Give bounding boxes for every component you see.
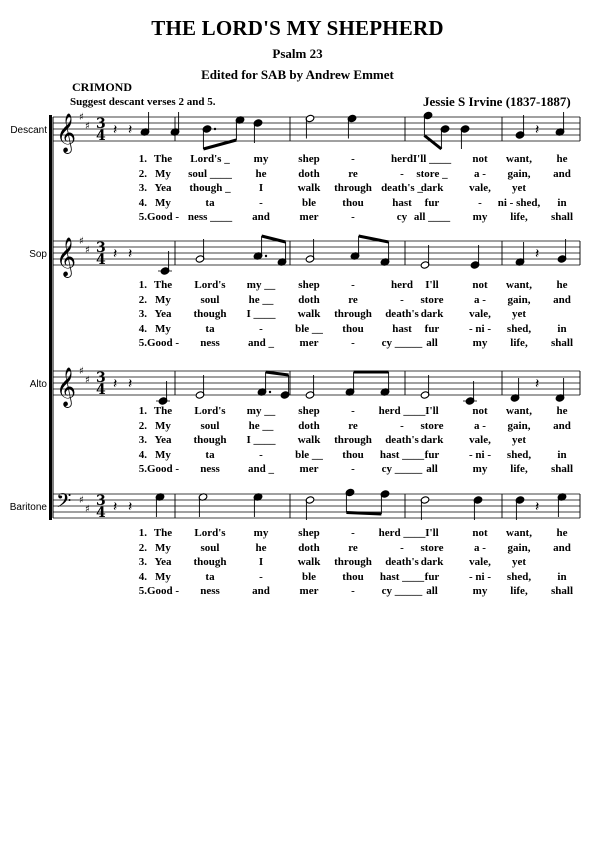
editor-credit: Edited for SAB by Andrew Emmet bbox=[201, 67, 394, 82]
verse-number: 1. bbox=[138, 153, 147, 165]
lyric-syllable: - bbox=[259, 322, 263, 335]
lyric-syllable: ness ____ bbox=[187, 211, 233, 223]
lyric-syllable: in bbox=[557, 322, 567, 335]
verse-number: 4. bbox=[138, 570, 147, 583]
lyric-syllable: want, bbox=[506, 527, 532, 539]
staff-label: Baritone bbox=[9, 502, 47, 513]
lyric-syllable: fur bbox=[424, 322, 440, 335]
lyric-syllable: Yea bbox=[154, 308, 172, 320]
sharp-icon: ♯ bbox=[79, 366, 84, 377]
lyric-syllable: not bbox=[472, 527, 488, 539]
lyric-syllable: store bbox=[420, 541, 444, 554]
verse-number: 4. bbox=[138, 322, 147, 335]
quarter-rest-icon: 𝄽 bbox=[113, 376, 118, 392]
lyric-syllable: vale, bbox=[469, 556, 491, 568]
lyric-syllable: a - bbox=[474, 541, 486, 554]
lyric-syllable: my bbox=[253, 153, 269, 165]
lyric-syllable: though bbox=[193, 308, 227, 320]
lyric-syllable: all bbox=[426, 585, 438, 597]
lyric-syllable: fur bbox=[424, 448, 440, 461]
verse-number: 4. bbox=[138, 448, 147, 461]
lyric-syllable: mer bbox=[299, 211, 319, 223]
lyric-syllable: ta bbox=[205, 448, 215, 461]
lyric-syllable: walk bbox=[297, 308, 321, 320]
quarter-rest-icon: 𝄽 bbox=[128, 499, 133, 515]
lyric-syllable: herd bbox=[391, 279, 413, 291]
lyric-syllable: I'll bbox=[425, 279, 439, 291]
lyric-syllable: - bbox=[478, 196, 482, 209]
lyric-syllable: I'll bbox=[425, 527, 439, 539]
quarter-rest-icon: 𝄽 bbox=[535, 376, 540, 392]
treble-clef-icon: 𝄞 bbox=[56, 237, 77, 277]
lyric-syllable: herd bbox=[391, 153, 413, 165]
verse-number: 5. bbox=[138, 337, 147, 349]
lyric-syllable: cy bbox=[396, 211, 408, 223]
time-sig-numerator: 3 bbox=[96, 493, 106, 509]
treble-clef-icon: 𝄞 bbox=[56, 367, 77, 407]
lyric-syllable: The bbox=[153, 153, 173, 165]
lyric-syllable: and bbox=[252, 585, 270, 597]
lyric-syllable: he __ bbox=[248, 419, 274, 432]
lyric-syllable: he bbox=[556, 527, 568, 539]
lyric-syllable: The bbox=[153, 279, 173, 291]
lyric-syllable: shall bbox=[550, 211, 573, 223]
lyric-syllable: My bbox=[155, 322, 171, 335]
staff-label: Sop bbox=[29, 249, 47, 260]
lyric-syllable: - ni - bbox=[469, 322, 491, 335]
lyric-syllable: want, bbox=[506, 405, 532, 417]
lyric-syllable: - bbox=[351, 279, 355, 291]
lyric-syllable: shall bbox=[550, 337, 573, 349]
quarter-rest-icon: 𝄽 bbox=[128, 122, 133, 138]
lyric-syllable: Lord's bbox=[194, 405, 226, 417]
lyric-syllable: death's _ bbox=[381, 182, 423, 194]
augmentation-dot bbox=[269, 391, 271, 393]
lyric-syllable: - bbox=[400, 419, 404, 432]
lyric-syllable: walk bbox=[297, 556, 321, 568]
lyric-syllable: doth bbox=[298, 541, 320, 554]
lyric-syllable: My bbox=[155, 541, 171, 554]
lyric-syllable: My bbox=[155, 419, 171, 432]
lyric-syllable: and _ bbox=[248, 337, 274, 349]
lyric-syllable: hast ____ bbox=[379, 448, 425, 461]
lyric-syllable: he bbox=[556, 153, 568, 165]
lyric-syllable: cy _____ bbox=[381, 337, 423, 349]
lyric-syllable: my bbox=[472, 463, 488, 475]
lyric-syllable: in bbox=[557, 570, 567, 583]
lyric-syllable: - bbox=[259, 570, 263, 583]
lyric-syllable: yet bbox=[511, 556, 527, 568]
lyric-syllable: gain, bbox=[507, 541, 531, 554]
lyric-syllable: mer bbox=[299, 585, 319, 597]
lyric-syllable: I ____ bbox=[246, 434, 276, 446]
lyric-syllable: My bbox=[155, 448, 171, 461]
tune-name: CRIMOND bbox=[72, 80, 132, 94]
sharp-icon: ♯ bbox=[79, 236, 84, 247]
lyric-syllable: - bbox=[400, 293, 404, 306]
lyric-syllable: - ni - bbox=[469, 448, 491, 461]
lyric-syllable: vale, bbox=[469, 434, 491, 446]
lyric-syllable: my bbox=[472, 211, 488, 223]
sharp-icon: ♯ bbox=[85, 245, 90, 256]
lyric-syllable: The bbox=[153, 527, 173, 539]
lyric-syllable: doth bbox=[298, 419, 320, 432]
lyric-syllable: vale, bbox=[469, 308, 491, 320]
lyric-syllable: though bbox=[193, 434, 227, 446]
lyric-syllable: vale, bbox=[469, 182, 491, 194]
lyric-syllable: - bbox=[400, 167, 404, 180]
lyric-syllable: herd ____ bbox=[378, 405, 426, 417]
lyric-syllable: through bbox=[334, 434, 372, 446]
lyric-syllable: ble __ bbox=[295, 448, 323, 461]
lyric-syllable: - bbox=[351, 337, 355, 349]
lyric-syllable: store _ bbox=[416, 167, 448, 180]
lyric-syllable: my bbox=[253, 527, 269, 539]
lyric-syllable: cy _____ bbox=[381, 463, 423, 475]
lyric-syllable: shall bbox=[550, 463, 573, 475]
lyric-syllable: Good - bbox=[146, 463, 180, 475]
lyric-syllable: a - bbox=[474, 167, 486, 180]
bass-clef-icon: 𝄢 bbox=[56, 489, 72, 517]
lyric-syllable: life, bbox=[510, 337, 528, 349]
lyric-syllable: shed, bbox=[506, 322, 532, 335]
lyric-syllable: he bbox=[255, 541, 267, 554]
lyric-syllable: Lord's bbox=[194, 279, 226, 291]
lyric-syllable: fur bbox=[424, 196, 440, 209]
lyric-syllable: Good - bbox=[146, 585, 180, 597]
composer-credit: Jessie S Irvine (1837-1887) bbox=[423, 94, 571, 109]
lyric-syllable: doth bbox=[298, 167, 320, 180]
lyric-syllable: - bbox=[351, 463, 355, 475]
quarter-rest-icon: 𝄽 bbox=[128, 376, 133, 392]
lyric-syllable: he bbox=[255, 167, 267, 180]
lyric-syllable: ta bbox=[205, 196, 215, 209]
lyric-syllable: ble bbox=[301, 196, 317, 209]
lyric-syllable: ble __ bbox=[295, 322, 323, 335]
lyric-syllable: and bbox=[553, 419, 571, 432]
lyric-syllable: not bbox=[472, 279, 488, 291]
lyric-syllable: through bbox=[334, 182, 372, 194]
lyric-syllable: re bbox=[348, 293, 358, 306]
system-bracket bbox=[49, 115, 52, 520]
verse-number: 3. bbox=[138, 308, 147, 320]
lyric-syllable: hast ____ bbox=[379, 570, 425, 583]
lyric-syllable: My bbox=[155, 196, 171, 209]
verse-number: 2. bbox=[138, 541, 147, 554]
quarter-rest-icon: 𝄽 bbox=[535, 246, 540, 262]
lyric-syllable: he bbox=[556, 405, 568, 417]
verse-number: 2. bbox=[138, 167, 147, 180]
lyric-syllable: and bbox=[252, 211, 270, 223]
beam bbox=[266, 372, 289, 375]
lyric-syllable: gain, bbox=[507, 167, 531, 180]
subtitle: Psalm 23 bbox=[272, 46, 323, 61]
verse-number: 4. bbox=[138, 196, 147, 209]
lyric-syllable: Yea bbox=[154, 434, 172, 446]
lyric-syllable: shep bbox=[298, 153, 320, 165]
lyric-syllable: soul ____ bbox=[188, 167, 232, 180]
sharp-icon: ♯ bbox=[79, 112, 84, 123]
lyric-syllable: thou bbox=[342, 448, 364, 461]
lyric-syllable: a - bbox=[474, 293, 486, 306]
lyric-syllable: ness bbox=[200, 337, 220, 349]
sharp-icon: ♯ bbox=[85, 504, 90, 515]
beam bbox=[424, 136, 441, 150]
lyric-syllable: mer bbox=[299, 463, 319, 475]
lyric-syllable: - bbox=[351, 527, 355, 539]
lyric-syllable: yet bbox=[511, 308, 527, 320]
time-sig-denominator: 4 bbox=[96, 382, 106, 398]
lyric-syllable: - ni - bbox=[469, 570, 491, 583]
time-sig-numerator: 3 bbox=[96, 240, 106, 256]
lyric-syllable: dark bbox=[420, 308, 444, 320]
lyric-syllable: yet bbox=[511, 434, 527, 446]
sharp-icon: ♯ bbox=[85, 121, 90, 132]
lyric-syllable: shall bbox=[550, 585, 573, 597]
lyric-syllable: soul bbox=[200, 419, 220, 432]
lyric-syllable: store bbox=[420, 419, 444, 432]
verse-number: 1. bbox=[138, 527, 147, 539]
verse-number: 1. bbox=[138, 279, 147, 291]
lyric-syllable: - bbox=[351, 585, 355, 597]
verse-number: 5. bbox=[138, 463, 147, 475]
lyric-syllable: and bbox=[553, 167, 571, 180]
lyric-syllable: in bbox=[557, 196, 567, 209]
verse-number: 3. bbox=[138, 434, 147, 446]
sharp-icon: ♯ bbox=[85, 375, 90, 386]
verse-number: 5. bbox=[138, 211, 147, 223]
lyric-syllable: my __ bbox=[246, 279, 276, 291]
lyric-syllable: Lord's _ bbox=[190, 153, 230, 165]
time-sig-numerator: 3 bbox=[96, 116, 106, 132]
lyric-syllable: Lord's bbox=[194, 527, 226, 539]
lyric-syllable: a - bbox=[474, 419, 486, 432]
lyric-syllable: re bbox=[348, 419, 358, 432]
lyric-syllable: dark bbox=[420, 182, 444, 194]
lyric-syllable: - bbox=[400, 541, 404, 554]
lyric-syllable: thou bbox=[342, 570, 364, 583]
lyric-syllable: The bbox=[153, 405, 173, 417]
lyric-syllable: all ____ bbox=[413, 211, 451, 223]
lyric-syllable: and bbox=[553, 293, 571, 306]
lyric-syllable: hast bbox=[392, 196, 412, 209]
lyric-syllable: though _ bbox=[189, 182, 231, 194]
lyric-syllable: ness bbox=[200, 585, 220, 597]
lyric-syllable: - bbox=[259, 196, 263, 209]
lyric-syllable: - bbox=[259, 448, 263, 461]
treble-clef-icon: 𝄞 bbox=[56, 113, 77, 153]
lyric-syllable: death's bbox=[385, 556, 419, 568]
lyric-syllable: want, bbox=[506, 153, 532, 165]
lyric-syllable: Yea bbox=[154, 182, 172, 194]
lyric-syllable: Yea bbox=[154, 556, 172, 568]
time-sig-numerator: 3 bbox=[96, 370, 106, 386]
lyric-syllable: I'll ____ bbox=[412, 153, 452, 165]
lyric-syllable: my bbox=[472, 337, 488, 349]
lyric-syllable: I'll bbox=[425, 405, 439, 417]
lyric-syllable: Good - bbox=[146, 337, 180, 349]
beam bbox=[203, 140, 236, 149]
lyric-syllable: walk bbox=[297, 434, 321, 446]
lyric-syllable: shed, bbox=[506, 448, 532, 461]
lyric-syllable: shep bbox=[298, 527, 320, 539]
lyric-syllable: gain, bbox=[507, 293, 531, 306]
lyric-syllable: store bbox=[420, 293, 444, 306]
lyric-syllable: ble bbox=[301, 570, 317, 583]
lyric-syllable: my bbox=[472, 585, 488, 597]
lyric-syllable: My bbox=[155, 167, 171, 180]
lyric-syllable: death's bbox=[385, 308, 419, 320]
lyric-syllable: all bbox=[426, 463, 438, 475]
lyric-syllable: fur bbox=[424, 570, 440, 583]
lyric-syllable: ni - shed, bbox=[497, 196, 541, 209]
quarter-rest-icon: 𝄽 bbox=[113, 246, 118, 262]
lyric-syllable: re bbox=[348, 541, 358, 554]
lyric-syllable: herd ____ bbox=[378, 527, 426, 539]
lyric-syllable: though bbox=[193, 556, 227, 568]
lyric-syllable: he __ bbox=[248, 293, 274, 306]
lyric-syllable: My bbox=[155, 293, 171, 306]
lyric-syllable: - bbox=[351, 211, 355, 223]
lyric-syllable: I ____ bbox=[246, 308, 276, 320]
lyric-syllable: life, bbox=[510, 585, 528, 597]
lyric-syllable: re bbox=[348, 167, 358, 180]
lyric-syllable: I bbox=[258, 182, 264, 194]
lyric-syllable: life, bbox=[510, 463, 528, 475]
lyric-syllable: shep bbox=[298, 279, 320, 291]
lyric-syllable: he bbox=[556, 279, 568, 291]
augmentation-dot bbox=[214, 128, 216, 130]
lyric-syllable: my __ bbox=[246, 405, 276, 417]
lyric-syllable: mer bbox=[299, 337, 319, 349]
lyric-syllable: and bbox=[553, 541, 571, 554]
lyric-syllable: not bbox=[472, 405, 488, 417]
verse-number: 1. bbox=[138, 405, 147, 417]
lyric-syllable: ta bbox=[205, 570, 215, 583]
quarter-rest-icon: 𝄽 bbox=[128, 246, 133, 262]
time-sig-denominator: 4 bbox=[96, 128, 106, 144]
sharp-icon: ♯ bbox=[79, 495, 84, 506]
lyric-syllable: doth bbox=[298, 293, 320, 306]
lyric-syllable: - bbox=[351, 405, 355, 417]
lyric-syllable: shep bbox=[298, 405, 320, 417]
lyric-syllable: soul bbox=[200, 293, 220, 306]
lyric-syllable: hast bbox=[392, 322, 412, 335]
lyric-syllable: thou bbox=[342, 322, 364, 335]
time-sig-denominator: 4 bbox=[96, 505, 106, 521]
lyric-syllable: through bbox=[334, 556, 372, 568]
lyric-syllable: shed, bbox=[506, 570, 532, 583]
lyric-syllable: dark bbox=[420, 434, 444, 446]
quarter-rest-icon: 𝄽 bbox=[535, 122, 540, 138]
beam bbox=[346, 513, 381, 515]
lyric-syllable: death's bbox=[385, 434, 419, 446]
lyric-syllable: soul bbox=[200, 541, 220, 554]
lyric-syllable: dark bbox=[420, 556, 444, 568]
lyric-syllable: I bbox=[258, 556, 264, 568]
lyric-syllable: all bbox=[426, 337, 438, 349]
lyric-syllable: Good - bbox=[146, 211, 180, 223]
lyric-syllable: walk bbox=[297, 182, 321, 194]
quarter-rest-icon: 𝄽 bbox=[113, 122, 118, 138]
page-title: THE LORD'S MY SHEPHERD bbox=[151, 16, 444, 40]
lyric-syllable: - bbox=[351, 153, 355, 165]
time-sig-denominator: 4 bbox=[96, 252, 106, 268]
staff-label: Descant bbox=[10, 125, 47, 136]
verse-number: 2. bbox=[138, 419, 147, 432]
lyric-syllable: not bbox=[472, 153, 488, 165]
quarter-rest-icon: 𝄽 bbox=[113, 499, 118, 515]
performance-note: Suggest descant verses 2 and 5. bbox=[70, 96, 216, 108]
verse-number: 3. bbox=[138, 556, 147, 568]
verse-number: 2. bbox=[138, 293, 147, 306]
lyric-syllable: My bbox=[155, 570, 171, 583]
lyric-syllable: through bbox=[334, 308, 372, 320]
lyric-syllable: and _ bbox=[248, 463, 274, 475]
quarter-rest-icon: 𝄽 bbox=[535, 499, 540, 515]
lyric-syllable: yet bbox=[511, 182, 527, 194]
lyric-syllable: gain, bbox=[507, 419, 531, 432]
lyric-syllable: ta bbox=[205, 322, 215, 335]
staff-label: Alto bbox=[29, 379, 47, 390]
lyric-syllable: thou bbox=[342, 196, 364, 209]
lyric-syllable: life, bbox=[510, 211, 528, 223]
augmentation-dot bbox=[265, 255, 267, 257]
lyric-syllable: ness bbox=[200, 463, 220, 475]
verse-number: 5. bbox=[138, 585, 147, 597]
lyric-syllable: want, bbox=[506, 279, 532, 291]
lyric-syllable: cy _____ bbox=[381, 585, 423, 597]
lyric-syllable: in bbox=[557, 448, 567, 461]
verse-number: 3. bbox=[138, 182, 147, 194]
